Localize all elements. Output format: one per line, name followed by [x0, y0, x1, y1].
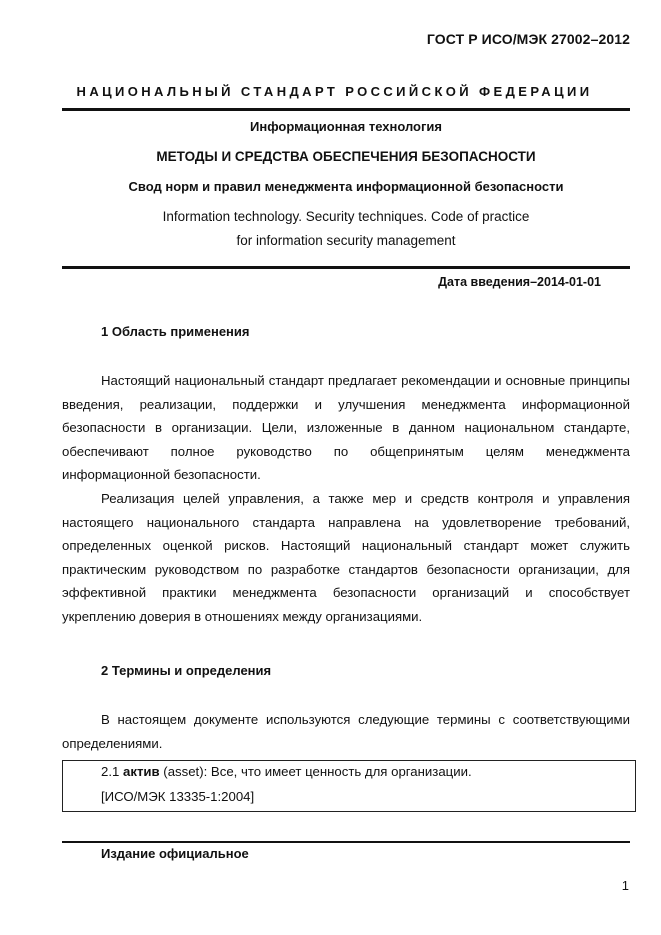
document-subtitle: Информационная технология	[250, 119, 442, 134]
title-divider	[62, 266, 630, 269]
term-reference: [ИСО/МЭК 13335-1:2004]	[101, 789, 255, 804]
page-number: 1	[621, 878, 629, 893]
document-main-title: МЕТОДЫ И СРЕДСТВА ОБЕСПЕЧЕНИЯ БЕЗОПАСНОСТИ	[156, 149, 536, 164]
english-title-line-2: for information security management	[236, 233, 456, 248]
code-of-practice-title: Свод норм и правил менеджмента информационной безопасности	[128, 179, 564, 194]
standard-code: ГОСТ Р ИСО/МЭК 27002–2012	[426, 31, 630, 47]
section-2-paragraph-1: В настоящем документе используются следующие термины с соответствующими определениями.	[62, 712, 630, 751]
term-word: актив	[123, 764, 160, 779]
term-definition: (asset): Все, что имеет ценность для организации.	[163, 764, 472, 779]
official-edition-label: Издание официальное	[101, 846, 249, 861]
footer-divider	[62, 841, 630, 843]
section-1-paragraph-1: Настоящий национальный стандарт предлагает рекомендации и основные принципы введения, реализации, поддержки и улучшения менеджмента информационной безопасности в организации. Цели, изложенные в данном национальном стандарте, обеспечивают полное руководство по общепринятым целям менеджмента информационной безопасности.	[62, 373, 630, 482]
english-title-line-1: Information technology. Security techniques. Code of practice	[162, 209, 530, 224]
section-2-heading: 2 Термины и определения	[101, 663, 272, 678]
section-1-paragraph-2: Реализация целей управления, а также мер и средств контроля и управления настоящего национального стандарта направлена на удовлетворение требований, определенных оценкой рисков. Настоящий национальный стандарт может служить практическим руководством по разработке стандартов безопасности организации, для эффективной практики менеджмента безопасности организаций и способствует укреплению доверия в отношениях между организациями.	[62, 491, 630, 624]
section-1-heading: 1 Область применения	[101, 324, 250, 339]
top-divider	[62, 108, 630, 111]
term-number: 2.1	[101, 764, 120, 779]
national-standard-title: НАЦИОНАЛЬНЫЙ СТАНДАРТ РОССИЙСКОЙ ФЕДЕРАЦИИ	[76, 84, 593, 99]
term-definition-line	[101, 764, 472, 779]
introduction-date: Дата введения–2014-01-01	[438, 275, 601, 289]
